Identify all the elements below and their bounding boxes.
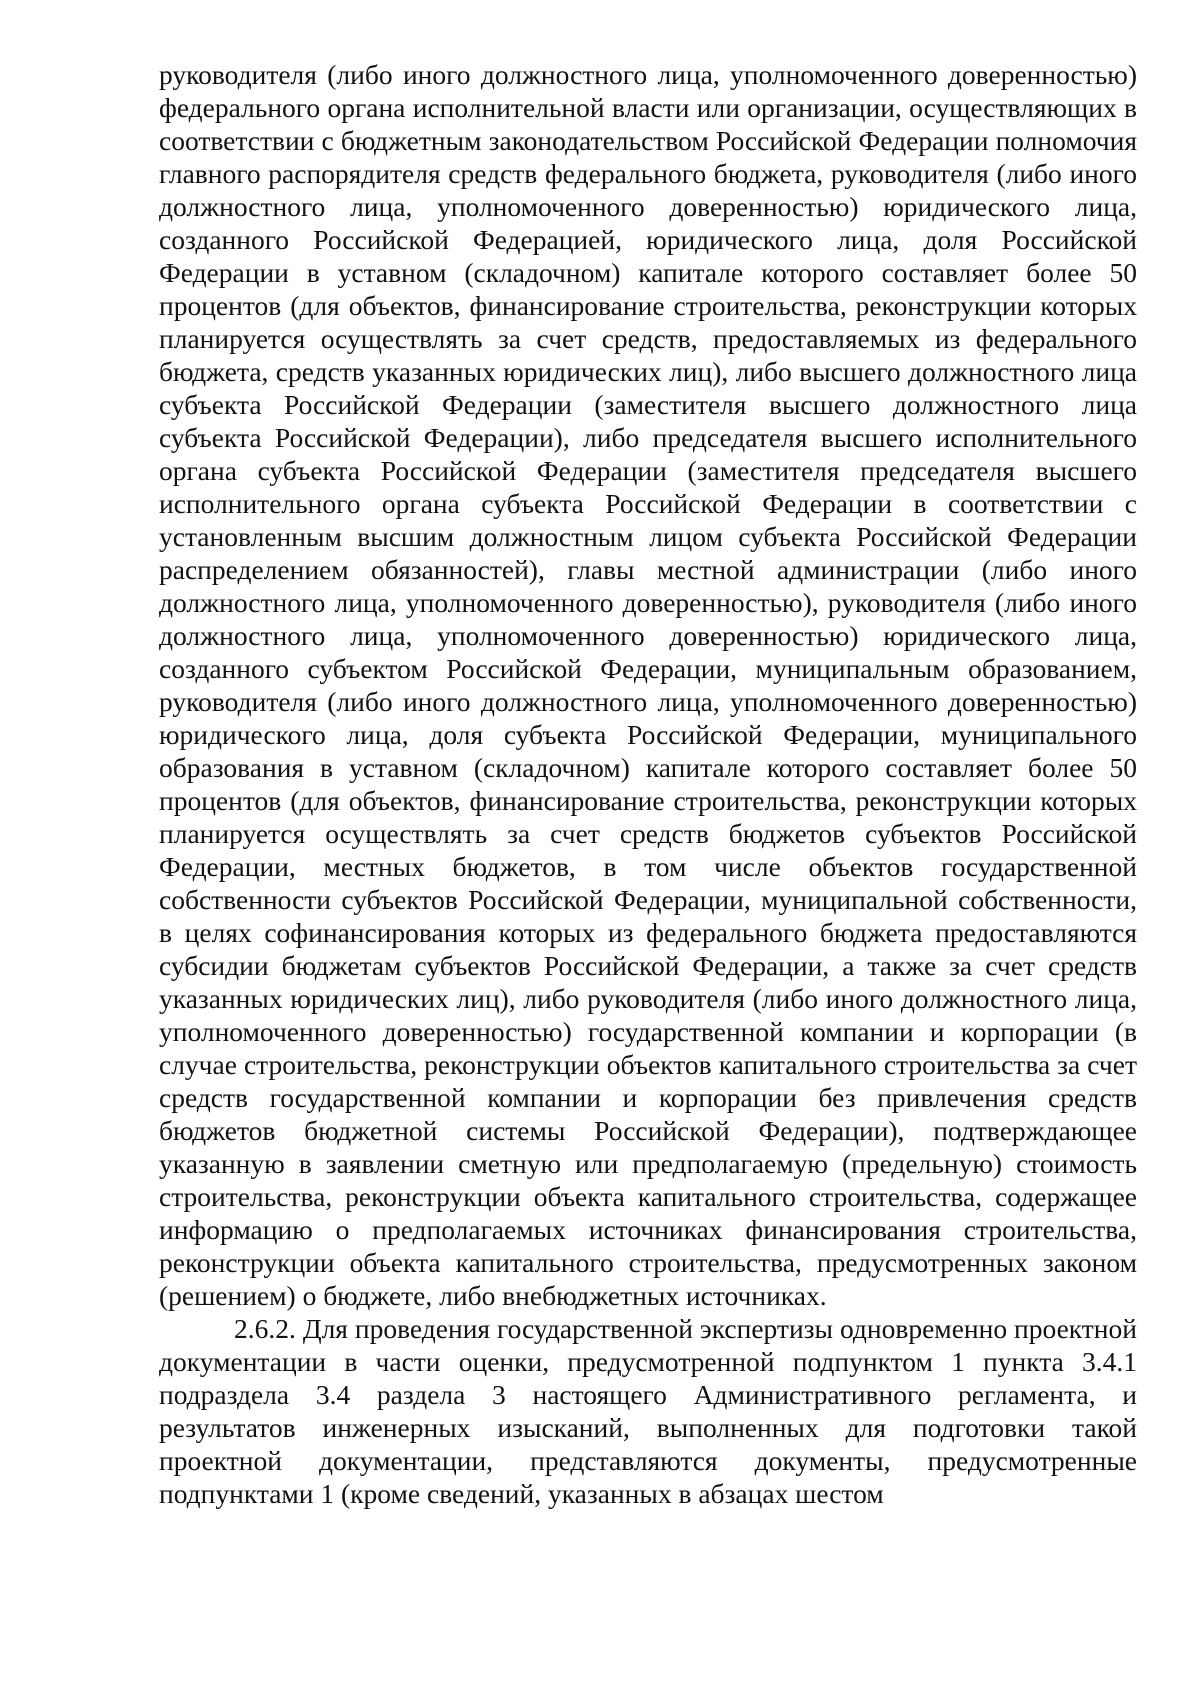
document-page <box>159 58 1137 1510</box>
paragraph-2-6-2: 2.6.2. Для проведения государственной экспертизы одновременно проектной документации в части оценки, предусмотренной подпунктом 1 пункта 3.4.1 подраздела 3.4 раздела 3 настоящего Административного регламента, и результатов инженерных изысканий, выполненных для подготовки такой проектной документации, представляются документы, предусмотренные подпунктами 1 (кроме сведений, указанных в абзацах шестом <box>159 1313 1137 1509</box>
paragraph-continuation: руководителя (либо иного должностного лица, уполномоченного доверенностью) федерального органа исполнительной власти или организации, осуществляющих в соответствии с бюджетным законодательством Российской Федерации полномочия главного распорядителя средств федерального бюджета, руководителя (либо иного должностного лица, уполномоченного доверенностью) юридического лица, созданного Российской Федерацией, юридического лица, доля Российской Федерации в уставном (складочном) капитале которого составляет более 50 процентов (для объектов, финансирование строительства, реконструкции которых планируется осуществлять за счет средств, предоставляемых из федерального бюджета, средств указанных юридических лиц), либо высшего должностного лица субъекта Российской Федерации (заместителя высшего должностного лица субъекта Российской Федерации), либо председателя высшего исполнительного органа субъекта Российской Федерации (заместителя председателя высшего исполнительного органа субъекта Российской Федерации в соответствии с установленным высшим должностным лицом субъекта Российской Федерации распределением обязанностей), главы местной администрации (либо иного должностного лица, уполномоченного доверенностью), руководителя (либо иного должностного лица, уполномоченного доверенностью) юридического лица, созданного субъектом Российской Федерации, муниципальным образованием, руководителя (либо иного должностного лица, уполномоченного доверенностью) юридического лица, доля субъекта Российской Федерации, муниципального образования в уставном (складочном) капитале которого составляет более 50 процентов (для объектов, финансирование строительства, реконструкции которых планируется осуществлять за счет средств бюджетов субъектов Российской Федерации, местных бюджетов, в том числе объектов государственной собственности субъектов Российской Федерации, муниципальной собственности, в целях софинансирования которых из федерального бюджета предоставляются субсидии бюджетам субъектов Российской Федерации, а также за счет средств указанных юридических лиц), либо руководителя (либо иного должностного лица, уполномоченного доверенностью) государственной компании и корпорации (в случае строительства, реконструкции объектов капитального строительства за счет средств государственной компании и корпорации без привлечения средств бюджетов бюджетной системы Российской Федерации), подтверждающее указанную в заявлении сметную или предполагаемую (предельную) стоимость строительства, реконструкции объекта капитального строительства, содержащее информацию о предполагаемых источниках финансирования строительства, реконструкции объекта капитального строительства, предусмотренных законом (решением) о бюджете, либо внебюджетных источниках. <box>159 59 1137 1311</box>
